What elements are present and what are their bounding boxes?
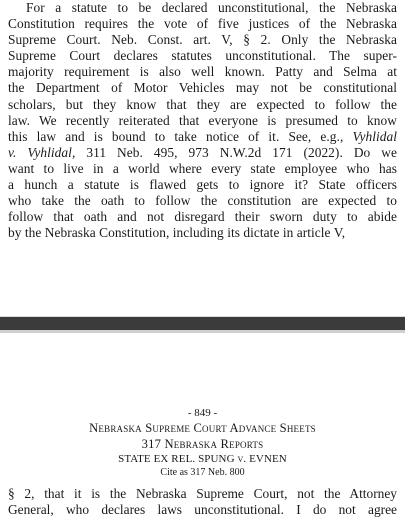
text-line: Supreme Court. Neb. Const. art. V, § 2. Only the Nebraska [8, 32, 397, 48]
text-line: the Department of Motor Vehicles may not be constitutional [8, 80, 397, 96]
text-line: want to live in a world where every state employee who has [8, 160, 397, 176]
case-citation: Cite as 317 Neb. 800 [160, 467, 245, 478]
reporter-volume: 317 Nebraska Reports [141, 437, 264, 451]
text-line: who take the oath to follow the constitution are expected to [8, 193, 397, 209]
case-name-italic: v. Vyhlidal [8, 144, 72, 160]
text-line: General, who declares laws unconstitutional. I do not agree [8, 502, 397, 518]
text-line: Constitution requires the vote of five justices of the Nebraska [8, 16, 397, 32]
case-name-italic: Vyhlidal [352, 128, 397, 144]
text-line: For a statute to be declared unconstitutional, the Nebraska [26, 0, 397, 15]
reporter-title: Nebraska Supreme Court Advance Sheets [89, 421, 316, 435]
page-header [0, 406, 405, 480]
page-break-bar [0, 317, 405, 330]
text-line-with-citation [8, 145, 397, 161]
opinion-paragraph-bottom [8, 486, 397, 518]
text-line: by the Nebraska Constitution, including its dictate in article V, [8, 225, 346, 241]
page-number: - 849 - [187, 407, 218, 419]
text-line-with-citation [8, 129, 397, 145]
text-line: scholars, but they know that they are expected to follow the [8, 96, 397, 112]
opinion-paragraph-top [8, 0, 397, 241]
page-break-shadow [0, 330, 405, 333]
text-line: law. We recently reiterated that everyone is presumed to know [8, 112, 397, 128]
text-line: Supreme Court declares statutes unconstitutional. The super- [8, 48, 397, 64]
case-caption: STATE EX REL. SPUNG v. EVNEN [118, 453, 287, 465]
text-line: a hunch a statute is flawed gets to ignore it? State officers [8, 177, 397, 193]
text-line: follow that oath and not disregard their sworn duty to abide [8, 209, 397, 225]
text-line: § 2, that it is the Nebraska Supreme Court, not the Attorney [8, 486, 397, 501]
text-segment: , 311 Neb. 495, 973 N.W.2d 171 (2022). Do we [71, 144, 397, 160]
text-segment: this law and is bound to take notice of it. See, e.g., [8, 128, 353, 144]
text-line: majority requirement is also well known. Patty and Selma at [8, 64, 397, 80]
